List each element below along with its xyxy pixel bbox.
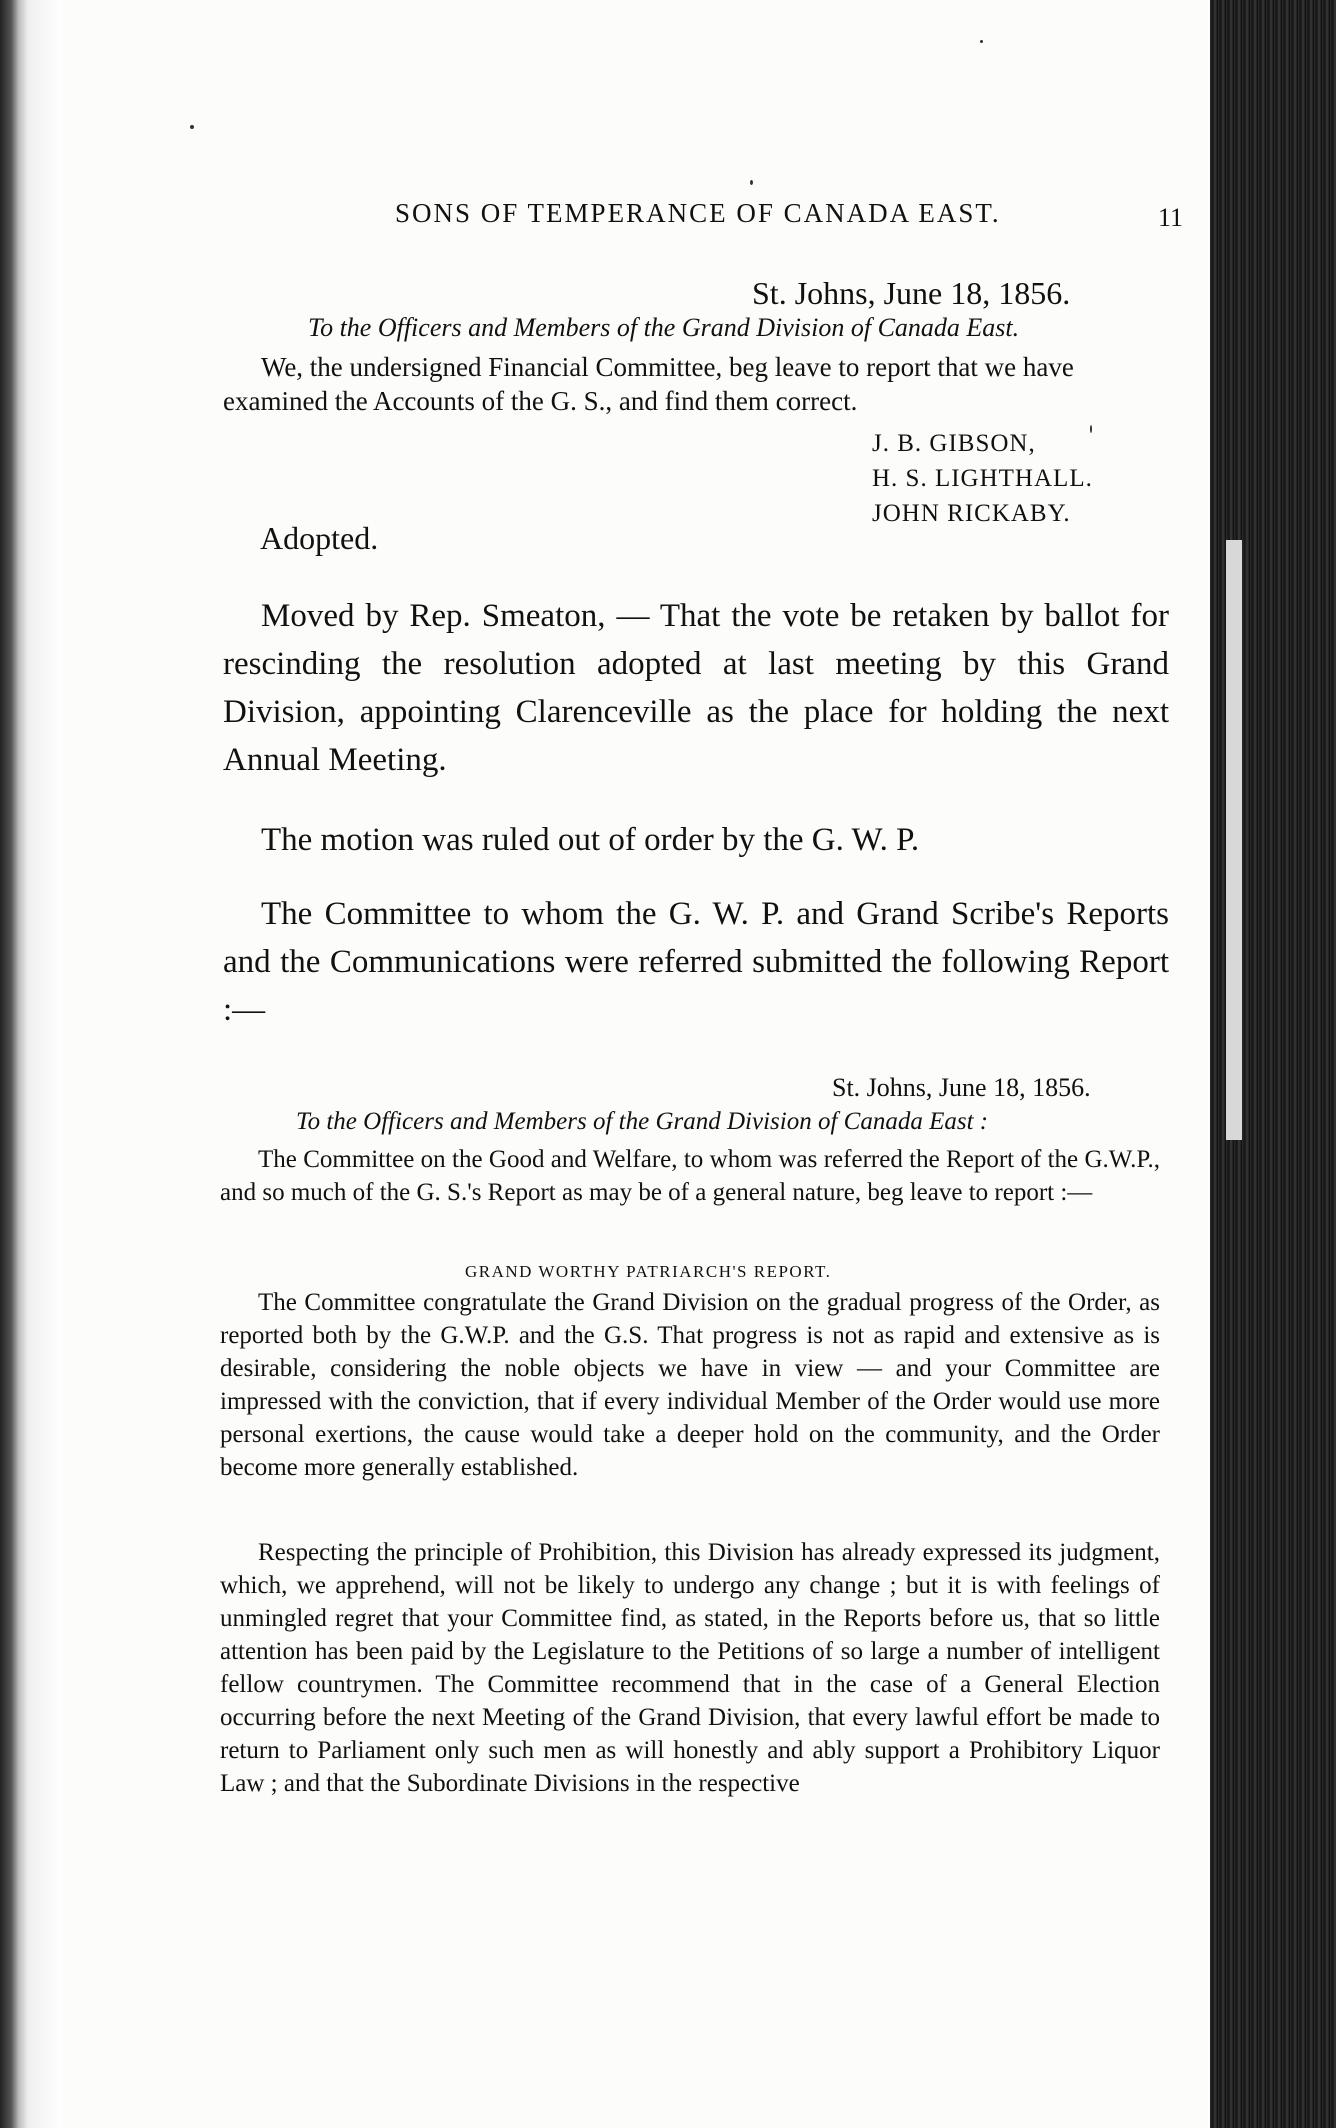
report-two-paragraph-2: Respecting the principle of Prohibition, this Division has already expressed its judgment, which, we apprehend, will not be likely to undergo any change ; but it is with feelings of unmingled regret that your Committee find, as stated, in the Reports before us, that so little attention has been paid by the Legislature to the Petitions of so large a number of intelligent fellow countrymen. The Committee recommend that in the case of a General Election occurring before the next Meeting of the Grand Division, that every lawful effort be made to return to Parliament only such men as will honestly and ably support a Prohibitory Liquor Law ; and that the Subordinate Divisions in the respective: [220, 1539, 1160, 1797]
section-heading: GRAND WORTHY PATRIARCH'S REPORT.: [465, 1262, 832, 1281]
ruling-paragraph: The motion was ruled out of order by the G. W. P.: [261, 822, 920, 858]
report-two-date: St. Johns, June 18, 1856.: [832, 1073, 1091, 1102]
adopted-note: Adopted.: [260, 520, 379, 556]
scan-speck: [750, 180, 753, 185]
signature-lighthall: H. S. LIGHTHALL.: [872, 465, 1093, 492]
report-one-body: We, the undersigned Financial Committee, beg leave to report that we have examined the Accounts of the G. S., and find them correct.: [223, 352, 1074, 416]
binding-highlight: [1226, 540, 1242, 1140]
report-one-date: St. Johns, June 18, 1856.: [752, 275, 1071, 311]
motion-paragraph: Moved by Rep. Smeaton, — That the vote be retaken by ballot for rescinding the resolution adopted at last meeting by this Grand Division, appointing Clarenceville as the place for holding the next Annual Meeting.: [223, 598, 1169, 778]
report-two-paragraph-1: The Committee congratulate the Grand Division on the gradual progress of the Order, as reported both by the G.W.P. and the G.S. That progress is not as rapid and extensive as is desirable, considering the noble objects we have in view — and your Committee are impressed with the conviction, that if every individual Member of the Order would use more personal exertions, the cause would take a deeper hold on the community, and the Order become more generally established.: [220, 1289, 1160, 1481]
report-two-address: To the Officers and Members of the Grand Division of Canada East :: [296, 1108, 989, 1135]
signature-gibson: J. B. GIBSON,: [872, 430, 1036, 457]
scan-edge: [0, 0, 62, 2128]
report-one-address: To the Officers and Members of the Grand Division of Canada East.: [308, 313, 1020, 342]
scan-speck: [190, 125, 194, 129]
scan-speck: [1090, 425, 1092, 433]
scan-speck: [980, 40, 983, 43]
report-two-intro: The Committee on the Good and Welfare, to whom was referred the Report of the G.W.P., and so much of the G. S.'s Report as may be of a general nature, beg leave to report :—: [220, 1146, 1160, 1206]
running-head: SONS OF TEMPERANCE OF CANADA EAST.: [395, 198, 1001, 228]
committee-intro-paragraph: The Committee to whom the G. W. P. and Grand Scribe's Reports and the Communications were referred submitted the following Report :—: [223, 896, 1169, 1028]
book-page: [60, 0, 1210, 2128]
page-number: 11: [1158, 203, 1184, 232]
signature-rickaby: JOHN RICKABY.: [872, 500, 1071, 527]
